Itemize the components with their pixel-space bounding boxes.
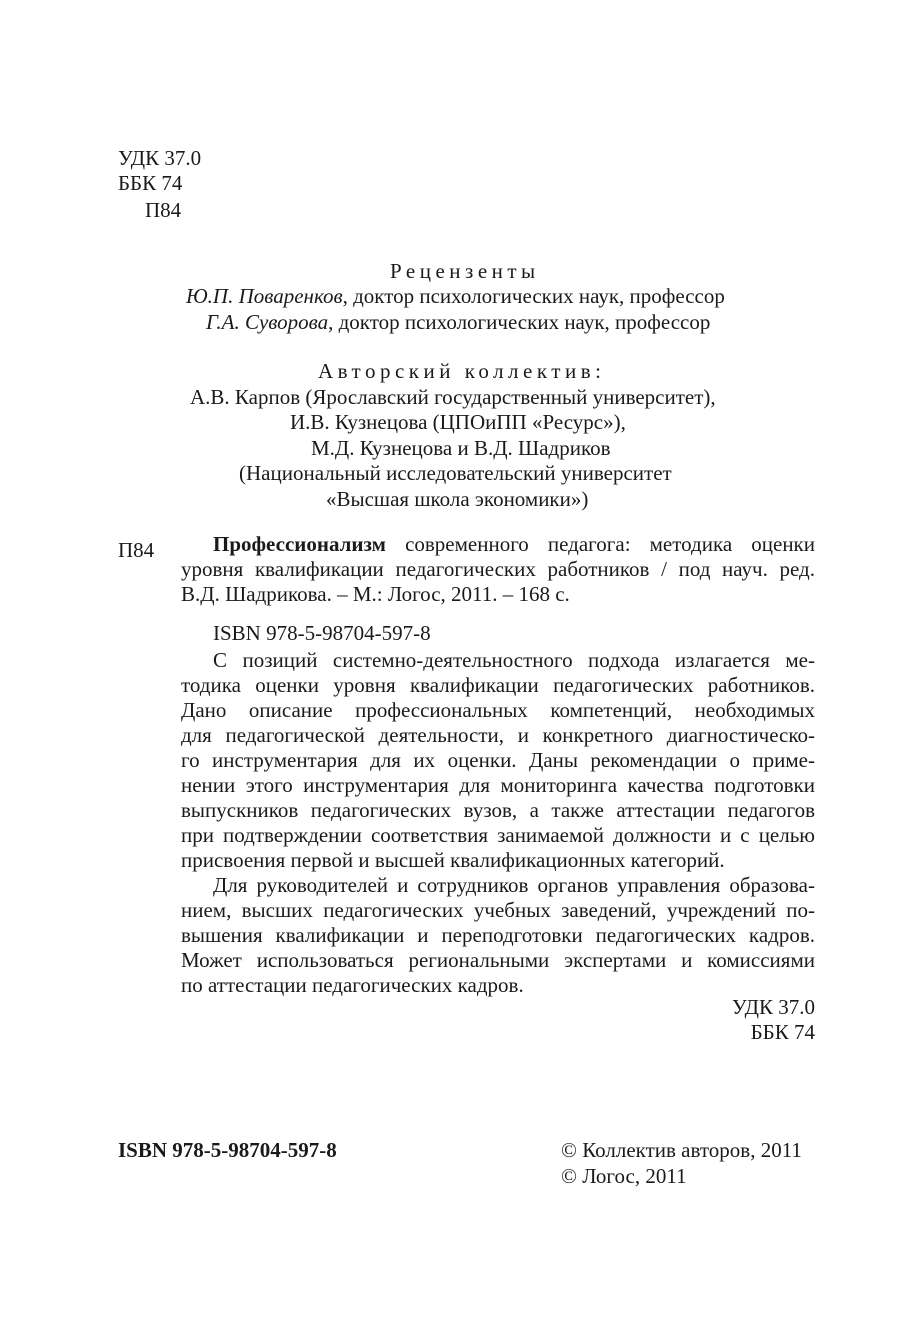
reviewer-1-name: Ю.П. Поваренков — [186, 284, 343, 308]
reviewer-1 — [186, 284, 725, 309]
annotation-line: С позиций системно-деятельностного подхода излагается ме- — [213, 648, 815, 672]
author-line: (Национальный исследовательский университет — [239, 461, 672, 485]
annotation-line: присвоения первой и высшей квалификационных категорий. — [181, 848, 725, 872]
annotation-line: Дано описание профессиональных компетенций, необходимых — [181, 698, 815, 722]
reviewer-2 — [206, 310, 710, 335]
author-mark: П84 — [145, 198, 182, 222]
bib-line: В.Д. Шадрикова. – М.: Логос, 2011. – 168 с. — [181, 582, 570, 606]
footer-isbn: ISBN 978-5-98704-597-8 — [118, 1138, 337, 1162]
bib-title-rest: современного педагога: методика оценки — [385, 532, 815, 556]
bib-isbn: ISBN 978-5-98704-597-8 — [213, 621, 431, 645]
reviewers-heading: Рецензенты — [390, 259, 540, 283]
reviewer-2-name: Г.А. Суворова, — [206, 310, 334, 334]
annotation-line: Для руководителей и сотрудников органов управления образова- — [213, 873, 815, 897]
author-line: И.В. Кузнецова (ЦПОиПП «Ресурс»), — [290, 410, 626, 434]
annotation-line: вышения квалификации и переподготовки педагогических кадров. — [181, 923, 815, 947]
author-line: М.Д. Кузнецова и В.Д. Шадриков — [311, 436, 611, 460]
copyright-publisher: © Логос, 2011 — [561, 1164, 687, 1188]
annotation-line: при подтверждении соответствия занимаемой должности и с целью — [181, 823, 815, 847]
annotation-line: го инструментария для их оценки. Даны рекомендации о приме- — [181, 748, 815, 772]
annotation-udk: УДК 37.0 — [731, 995, 815, 1019]
annotation-line: Может использоваться региональными экспертами и комиссиями — [181, 948, 815, 972]
annotation-line: для педагогической деятельности, и конкретного диагностическо- — [181, 723, 815, 747]
author-line: «Высшая школа экономики») — [326, 487, 589, 511]
annotation-line: по аттестации педагогических кадров. — [181, 973, 524, 997]
udk-code: УДК 37.0 — [118, 146, 202, 170]
annotation-bbk: ББК 74 — [750, 1020, 815, 1044]
annotation-line: тодика оценки уровня квалификации педагогических работников. — [181, 673, 815, 697]
reviewer-1-desc: , доктор психологических наук, профессор — [342, 284, 725, 308]
annotation-line: нении этого инструментария для мониторинга качества подготовки — [181, 773, 815, 797]
bbk-code: ББК 74 — [118, 171, 183, 195]
annotation-line: выпускников педагогических вузов, а также аттестации педагогов — [181, 798, 815, 822]
bib-title-bold: Профессионализм — [213, 532, 386, 556]
copyright-authors: © Коллектив авторов, 2011 — [561, 1138, 802, 1162]
bib-line: уровня квалификации педагогических работников / под науч. ред. — [181, 557, 815, 581]
annotation-line: нием, высших педагогических учебных заведений, учреждений по- — [181, 898, 815, 922]
reviewer-2-desc: доктор психологических наук, профессор — [333, 310, 711, 334]
author-line: А.В. Карпов (Ярославский государственный университет), — [190, 385, 716, 409]
bib-title-line — [213, 532, 815, 557]
bib-author-mark: П84 — [118, 538, 155, 562]
authors-heading: Авторский коллектив: — [318, 359, 606, 383]
